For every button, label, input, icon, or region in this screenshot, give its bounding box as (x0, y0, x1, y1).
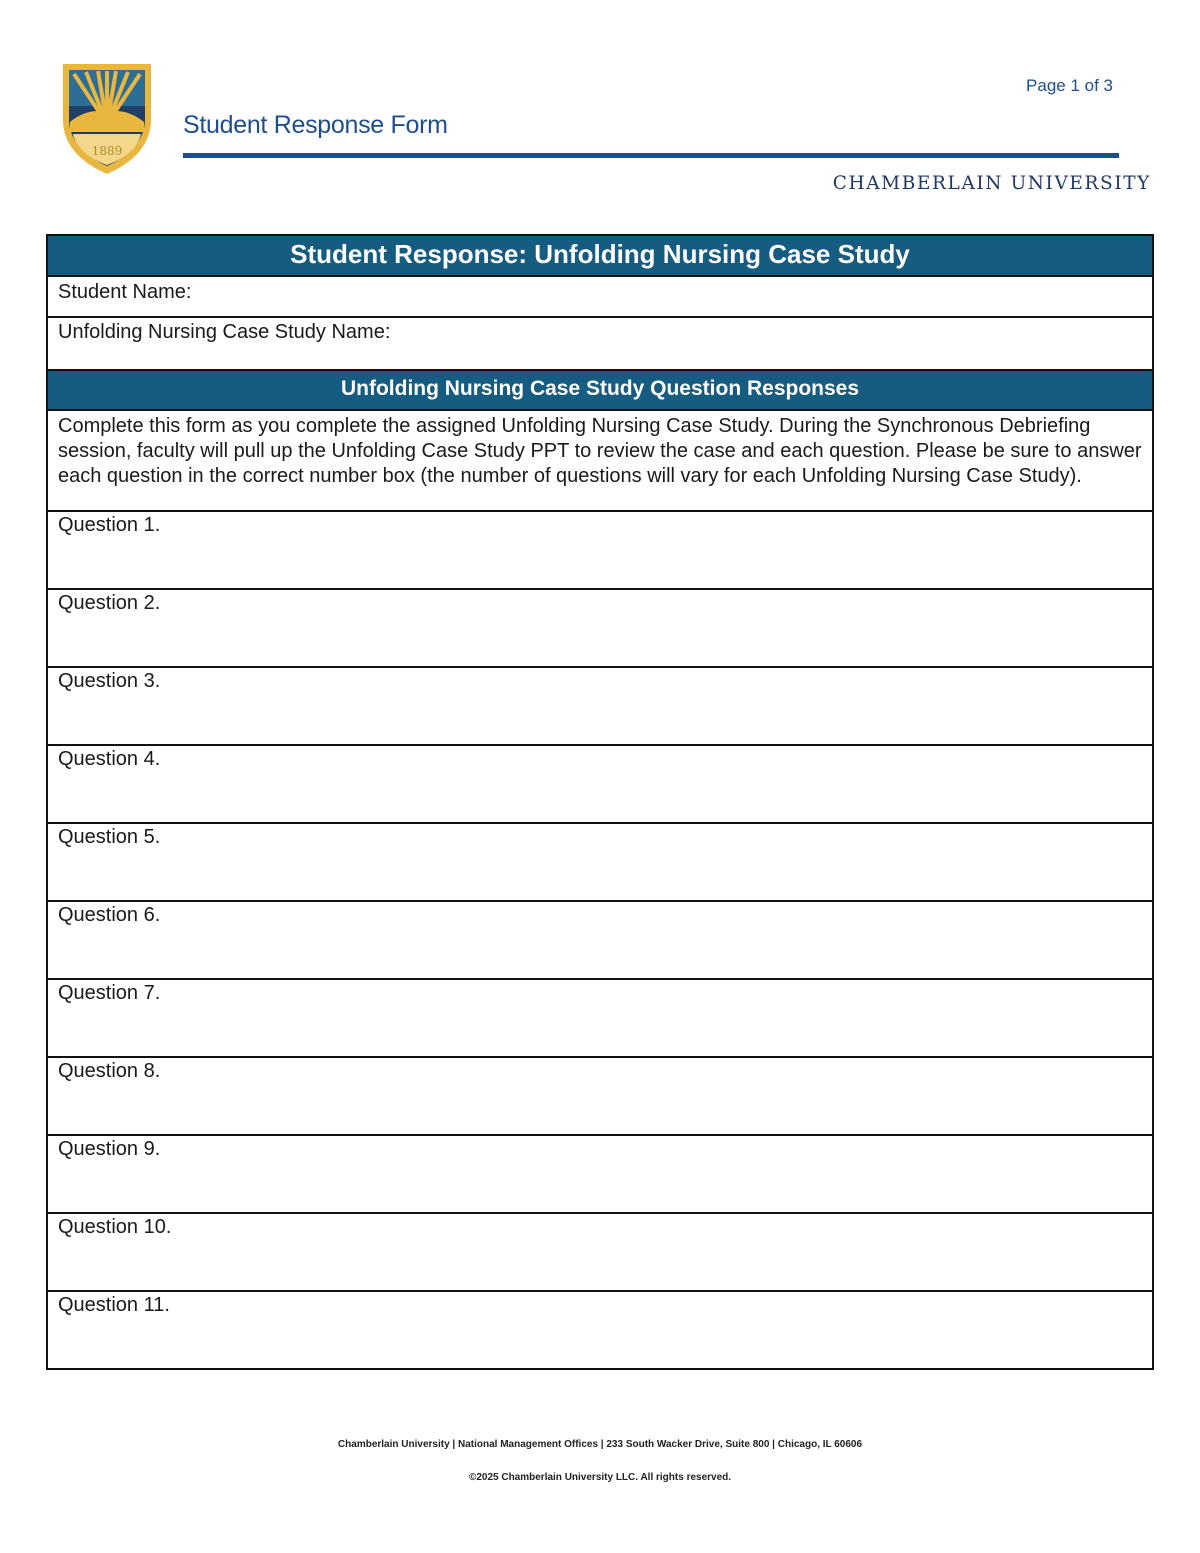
question-6-box[interactable]: Question 6. (48, 900, 1152, 978)
section-title: Unfolding Nursing Case Study Question Responses (48, 369, 1152, 409)
university-crest-logo (60, 62, 154, 176)
header-rule (183, 153, 1119, 158)
question-3-box[interactable]: Question 3. (48, 666, 1152, 744)
case-study-name-field[interactable]: Unfolding Nursing Case Study Name: (48, 316, 1152, 369)
question-8-box[interactable]: Question 8. (48, 1056, 1152, 1134)
student-name-field[interactable]: Student Name: (48, 275, 1152, 316)
svg-text:1889: 1889 (91, 144, 123, 158)
form-title: Student Response Form (183, 111, 448, 139)
question-7-box[interactable]: Question 7. (48, 978, 1152, 1056)
question-1-box[interactable]: Question 1. (48, 510, 1152, 588)
instructions-text: Complete this form as you complete the assigned Unfolding Nursing Case Study. During the Synchronous Debriefing session, faculty will pull up the Unfolding Case Study PPT to review the case and each question. Please be sure to answer each question in the correct number box (the number of questions will vary for each Unfolding Nursing Case Study). (48, 409, 1152, 510)
question-2-box[interactable]: Question 2. (48, 588, 1152, 666)
response-form-table (46, 234, 1154, 1370)
footer-copyright: ©2025 Chamberlain University LLC. All rights reserved. (468, 1472, 732, 1483)
question-4-box[interactable]: Question 4. (48, 744, 1152, 822)
question-10-box[interactable]: Question 10. (48, 1212, 1152, 1290)
question-11-box[interactable]: Question 11. (48, 1290, 1152, 1368)
university-wordmark: CHAMBERLAIN UNIVERSITY (832, 173, 1151, 194)
question-5-box[interactable]: Question 5. (48, 822, 1152, 900)
footer-address: Chamberlain University | National Management Offices | 233 South Wacker Drive, Suite 800 | Chicago, IL 60606 (337, 1439, 863, 1450)
question-9-box[interactable]: Question 9. (48, 1134, 1152, 1212)
table-title: Student Response: Unfolding Nursing Case Study (48, 236, 1152, 275)
page-number: Page 1 of 3 (1026, 76, 1113, 95)
